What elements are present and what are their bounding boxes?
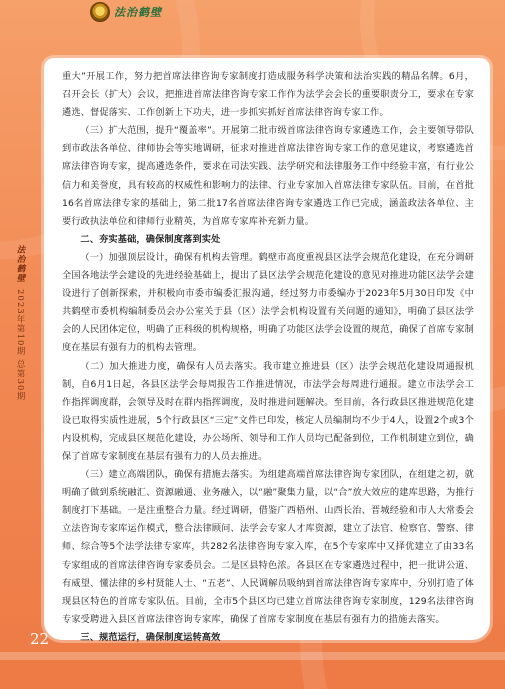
side-mast-title: 法治鹤壁 bbox=[15, 245, 25, 283]
article-body bbox=[44, 58, 490, 643]
paragraph: （三）建立高端团队，确保有措施去落实。为组建高端首席法律咨询专家团队，在组建之初，就明确了做到系统融汇、资源融通、业务融入，以“融”聚集力量，以“合”放大效应的建库思路，为推行制度打下基础。一是注重整合力量。经过调研，借鉴广西梧州、山西长治、晋城经验和市人大常委会立法咨询专家库运作模式，整合法律顾问、法学会专家人才库资源，建立了法官、检察官、警察、律师、综合等5个法学法律专家库，共282名法律咨询专家入库，在5个专家库中又择优建立了由33名专家组成的首席法律咨询专家委员会。二是区县特色浓。各县区在专家遴选过程中，把一批讲公道、有威望、懂法律的乡村贤能人士、“五老”、人民调解员吸纳到首席法律咨询专家库中，分别打造了体现县区特色的首席专家队伍。目前，全市5个县区均已建立首席法律咨询专家制度，129名法律咨询专家受聘进入县区首席法律咨询专家库，确保了首席专家制度在基层有强有力的措施去落实。 bbox=[62, 469, 474, 625]
paragraph: （二）加大推进力度，确保有人员去落实。我市建立推进县（区）法学会规范化建设周通报机制，自6月1日起，各县区法学会每周报告工作推进情况，市法学会每周进行通报。建立市法学会工作指挥调度群，会领导及时在群内指挥调度，及时推进问题解决。至目前，各行政县区推进规范化建设已取得实质性进展，5个行政县区“三定”文件已印发，核定人员编制均不少于4人，设置2个或3个内设机构，完成县区规范化建设，办公场所、领导和工作人员均已配备到位，工作机制建立到位，确保了首席专家制度在基层有强有力的人员去推进。 bbox=[62, 360, 474, 462]
side-mast-issue: 2023年第10期 总第30期 bbox=[15, 289, 25, 401]
footer-bar bbox=[0, 652, 505, 660]
section-heading: 二、夯实基础，确保制度落到实处 bbox=[80, 233, 221, 245]
paragraph: （三）扩大范围，提升“覆盖率”。开展第二批市级首席法律咨询专家遴选工作，会主要领导带队到市政法各单位、律师协会等实地调研，征求对推进首席法律咨询专家工作的意见建议，考察遴选首席法律咨询专家，提高遴选条件，要求在司法实践、法学研究和法律服务工作中经验丰富，有行业公信力和美誉度，具有较高的权威性和影响力的法律、行业专家加入首席法律专家队伍。目前，在首批16名首席法律专家的基础上，第二批17名首席法律咨询专家遴选工作已完成，涵盖政法各单位、主要行政执法单位和律师行业精英，为首席专家库补充新力量。 bbox=[62, 125, 474, 227]
side-masthead bbox=[8, 245, 26, 485]
page-number: 22 bbox=[30, 630, 50, 648]
logo-text: 法治鹤壁 bbox=[114, 6, 162, 19]
magazine-logo bbox=[90, 2, 162, 22]
paragraph: （一）加强顶层设计，确保有机构去管理。鹤壁市高度重视县区法学会规范化建设，在充分调研全国各地法学会建设的先进经验基础上，提出了县区法学会规范化建设的意见对推进功能区法学会建设进行了创新探索，并积极向市委市编委汇报沟通，经过努力市委编办于2023年5月30日印发《中共鹤壁市委机构编制委员会办公室关于县（区）法学会机构设置有关问题的通知》，明确了县区法学会的人民团体定位，明确了正科级的机构规格，明确了功能区法学会设置的规范，确保了首席专家制度在基层有强有力的机构去管理。 bbox=[62, 251, 474, 354]
emblem-icon bbox=[90, 2, 110, 22]
section-heading: 三、规范运行，确保制度运转高效 bbox=[80, 631, 221, 643]
paragraph: 重大”开展工作，努力把首席法律咨询专家制度打造成服务科学决策和法治实践的精品名牌。6月，召开会长（扩大）会议，把推进首席法律咨询专家工作作为法学会会长的重要职责分工，要求在专家遴选、督促落实、工作创新上下功夫，进一步抓实抓好首席法律咨询专家工作。 bbox=[62, 71, 474, 119]
